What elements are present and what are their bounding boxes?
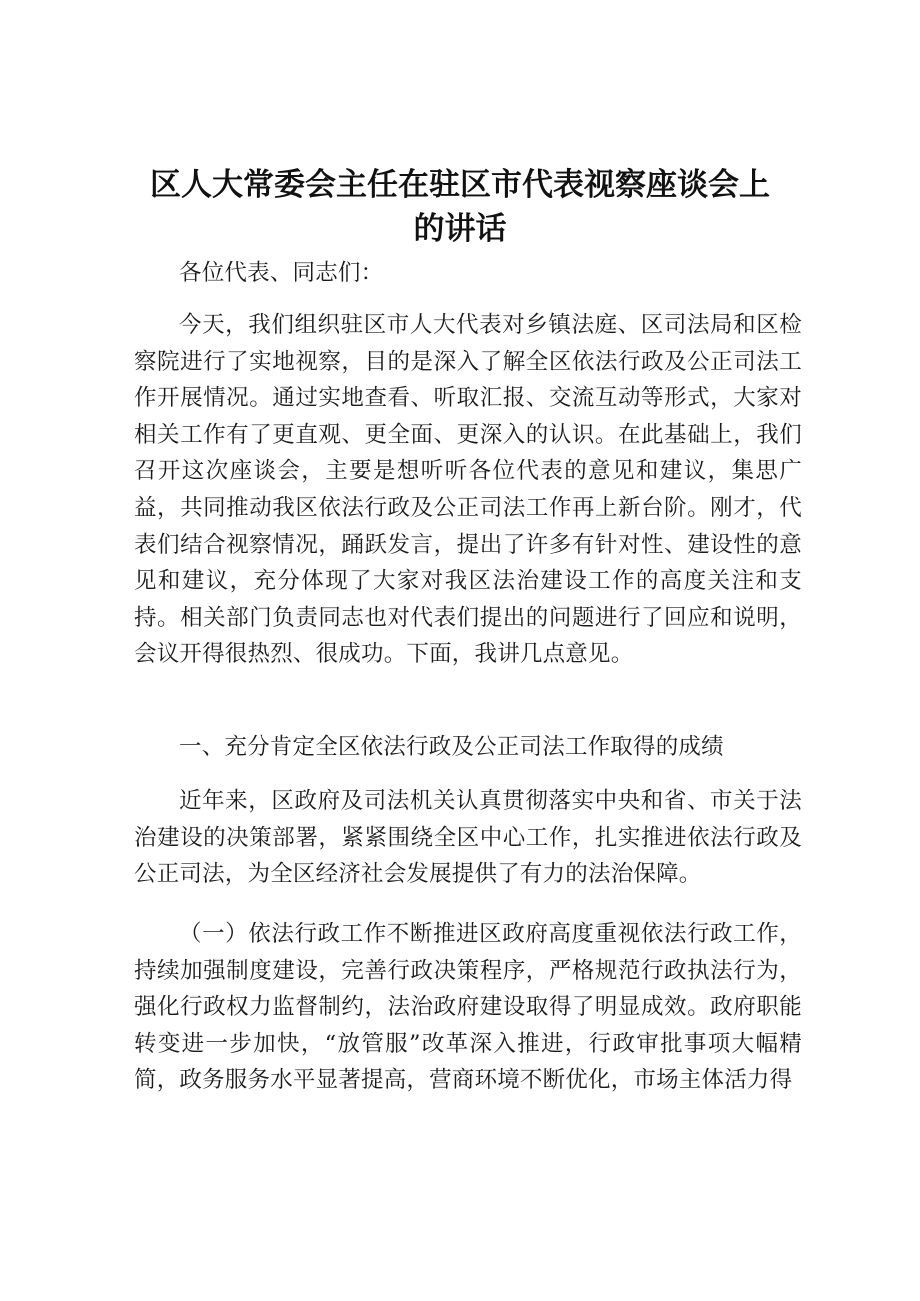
paragraph-opening: 今天，我们组织驻区市人大代表对乡镇法庭、区司法局和区检察院进行了实地视察，目的是深入了解全区依法行政及公正司法工作开展情况。通过实地查看、听取汇报、交流互动等形式，大家对相关工作有了更直观、更全面、更深入的认识。在此基础上，我们召开这次座谈会，主要是想听听各位代表的意见和建议，集思广益，共同推动我区依法行政及公正司法工作再上新台阶。刚才，代表们结合视察情况，踊跃发言，提出了许多有针对性、建设性的意见和建议，充分体现了大家对我区法治建设工作的高度关注和支持。相关部门负责同志也对代表们提出的问题进行了回应和说明，会议开得很热烈、很成功。下面，我讲几点意见。 <box>134 312 802 668</box>
paragraph-administration-by-law: （一）依法行政工作不断推进区政府高度重视依法行政工作，持续加强制度建设，完善行政决策程序，严格规范行政执法行为，强化行政权力监督制约，法治政府建设取得了明显成效。政府职能转变进一步加快，“放管服”改革深入推进，行政审批事项大幅精简，政务服务水平显著提高，营商环境不断优化，市场主体活力得 <box>134 921 802 1094</box>
section-heading-1: 一、充分肯定全区依法行政及公正司法工作取得的成绩 <box>179 734 724 760</box>
salutation: 各位代表、同志们： <box>179 260 384 286</box>
paragraph-achievements-intro: 近年来，区政府及司法机关认真贯彻落实中央和省、市关于法治建设的决策部署，紧紧围绕全区中心工作，扎实推进依法行政及公正司法，为全区经济社会发展提供了有力的法治保障。 <box>134 788 802 888</box>
document-title <box>100 163 820 251</box>
title-line-2: 的讲话 <box>413 211 507 247</box>
title-line-1: 区人大常委会主任在驻区市代表视察座谈会上 <box>150 167 770 203</box>
